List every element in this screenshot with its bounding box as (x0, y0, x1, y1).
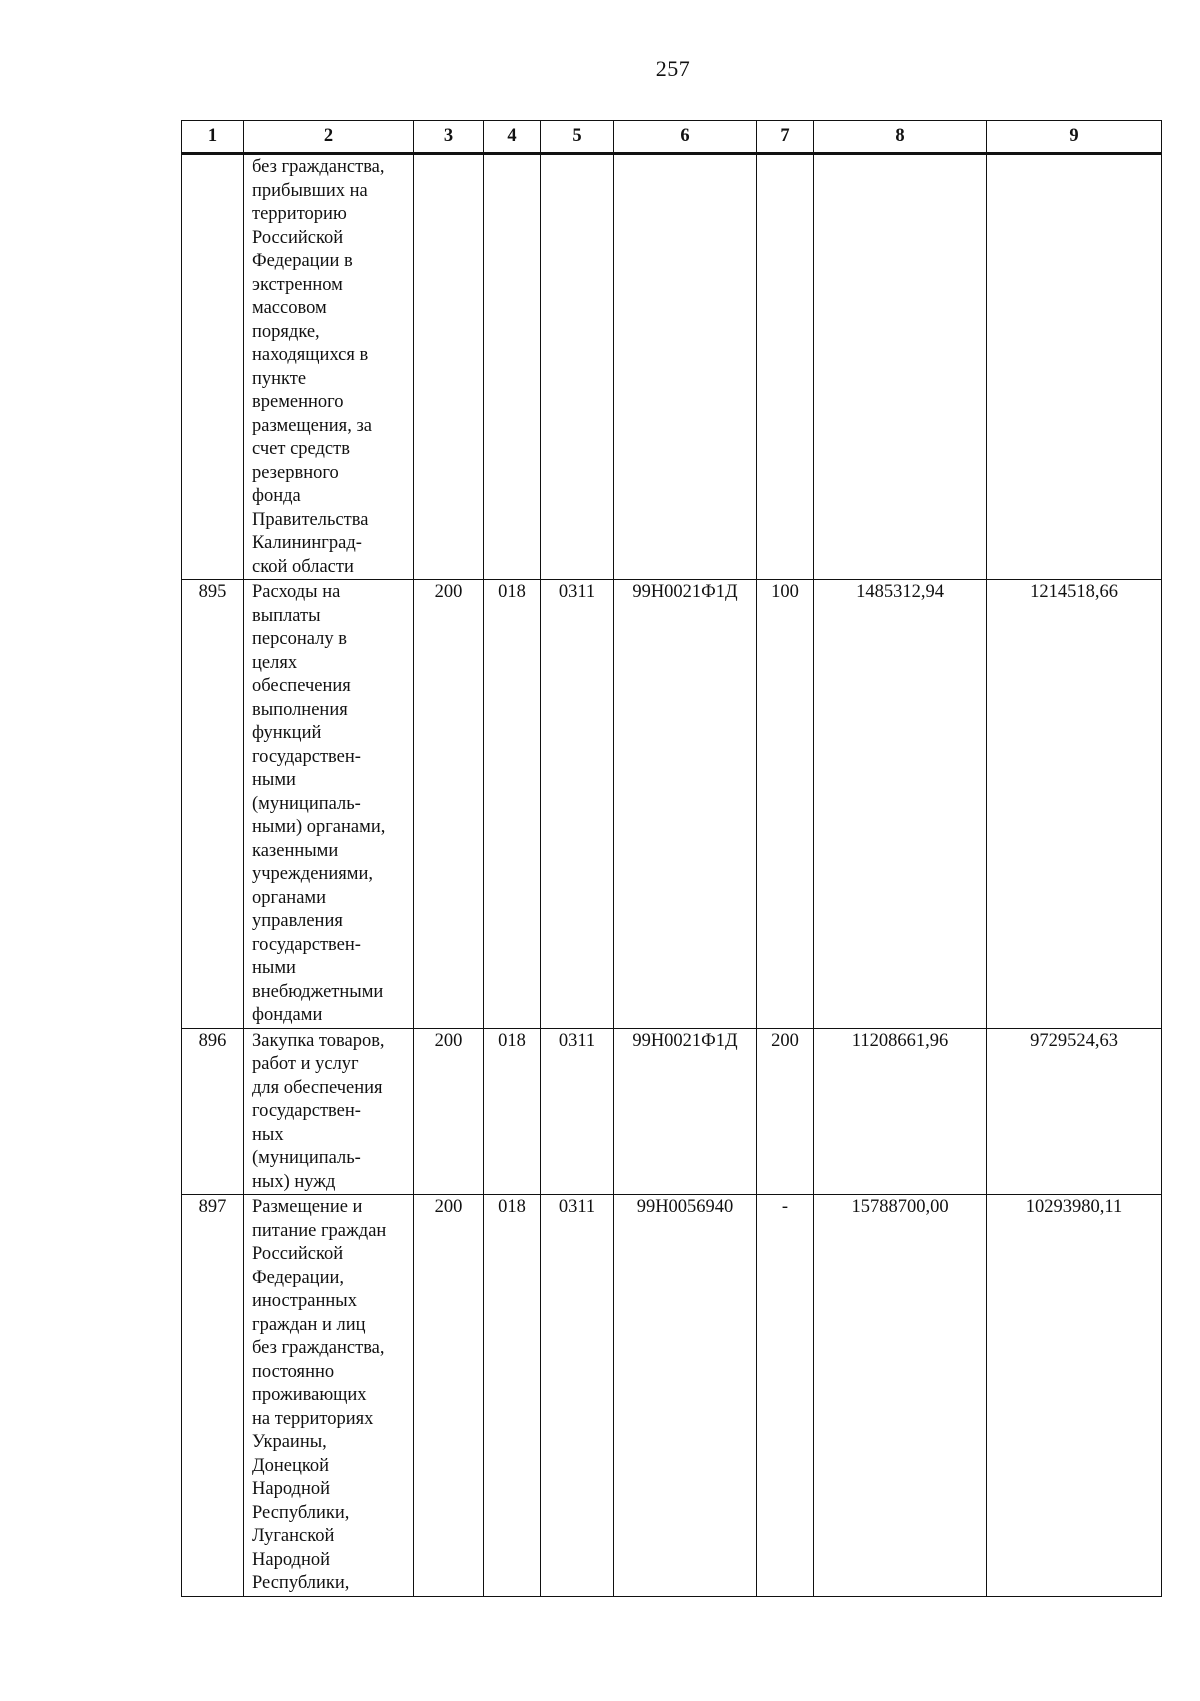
row-description: Размещение и питание граждан Российской Федерации, иностранных граждан и лиц без гражданства, постоянно проживающих на территориях Украины, Донецкой Народной Республики, Луганской Народной Республики, (244, 1195, 414, 1597)
column-header: 6 (614, 121, 757, 154)
cell-col9: 10293980,11 (987, 1195, 1162, 1597)
cell-col6 (614, 154, 757, 580)
column-header: 9 (987, 121, 1162, 154)
cell-col6: 99Н0021Ф1Д (614, 1028, 757, 1195)
column-header: 7 (757, 121, 814, 154)
cell-col5 (541, 154, 614, 580)
cell-col9 (987, 154, 1162, 580)
cell-col6: 99Н0021Ф1Д (614, 580, 757, 1029)
cell-col7: - (757, 1195, 814, 1597)
row-description: Закупка товаров, работ и услуг для обеспечения государствен- ных (муниципаль- ных) нужд (244, 1028, 414, 1195)
row-description: без гражданства, прибывших на территорию Российской Федерации в экстренном массовом порядке, находящихся в пункте временного размещения, за счет средств резервного фонда Правительства Калининград- ской области (244, 154, 414, 580)
cell-col7 (757, 154, 814, 580)
cell-col9: 9729524,63 (987, 1028, 1162, 1195)
cell-col3 (414, 154, 484, 580)
table-row (182, 580, 1162, 1029)
cell-col4 (484, 154, 541, 580)
cell-col5: 0311 (541, 580, 614, 1029)
column-header: 5 (541, 121, 614, 154)
cell-col5: 0311 (541, 1028, 614, 1195)
cell-col4: 018 (484, 580, 541, 1029)
cell-col4: 018 (484, 1195, 541, 1597)
cell-col8: 15788700,00 (814, 1195, 987, 1597)
cell-col9: 1214518,66 (987, 580, 1162, 1029)
row-number (182, 154, 244, 580)
cell-col5: 0311 (541, 1195, 614, 1597)
column-header: 4 (484, 121, 541, 154)
column-header: 8 (814, 121, 987, 154)
table-row (182, 1028, 1162, 1195)
cell-col3: 200 (414, 1195, 484, 1597)
cell-col8: 1485312,94 (814, 580, 987, 1029)
cell-col7: 100 (757, 580, 814, 1029)
row-description: Расходы на выплаты персоналу в целях обеспечения выполнения функций государствен- ными (муниципаль- ными) органами, казенными учреждениями, органами управления государствен- ными внебюджетными фондами (244, 580, 414, 1029)
cell-col7: 200 (757, 1028, 814, 1195)
column-header: 3 (414, 121, 484, 154)
table-row (182, 1195, 1162, 1597)
row-number: 896 (182, 1028, 244, 1195)
header-row (182, 121, 1162, 154)
row-number: 895 (182, 580, 244, 1029)
page-number: 257 (655, 56, 691, 81)
row-number: 897 (182, 1195, 244, 1597)
cell-col8 (814, 154, 987, 580)
cell-col4: 018 (484, 1028, 541, 1195)
cell-col8: 11208661,96 (814, 1028, 987, 1195)
column-header: 1 (182, 121, 244, 154)
budget-table (181, 120, 1162, 1597)
table-row (182, 154, 1162, 580)
cell-col6: 99Н0056940 (614, 1195, 757, 1597)
cell-col3: 200 (414, 1028, 484, 1195)
cell-col3: 200 (414, 580, 484, 1029)
column-header: 2 (244, 121, 414, 154)
